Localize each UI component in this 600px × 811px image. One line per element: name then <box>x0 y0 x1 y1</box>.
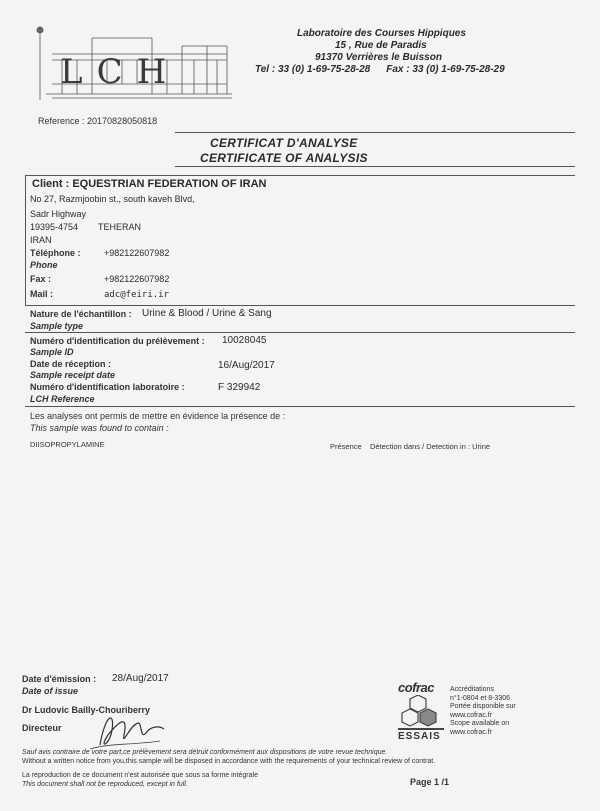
sample-type: Urine & Blood / Urine & Sang <box>142 308 272 319</box>
mail-label: Mail : <box>30 289 54 299</box>
issue-label-en: Date of issue <box>22 686 79 696</box>
footer-l2: Without a written notice from you,this sample will be disposed in accordance with the requirements of your technical review of contrat. <box>22 758 436 765</box>
sample-id: 10028045 <box>222 335 267 346</box>
client-address2: Sadr Highway <box>30 209 87 219</box>
issue-date: 28/Aug/2017 <box>112 673 169 684</box>
client-postcode: 19395-4754 <box>30 222 79 232</box>
lab-ref: F 329942 <box>218 382 261 393</box>
cofrac-line6: www.cofrac.fr <box>450 728 493 736</box>
cofrac-line3: Portée disponible sur <box>450 703 516 710</box>
sample-id-label-fr: Numéro d'identification du prélèvement : <box>30 336 205 346</box>
issue-label-fr: Date d'émission : <box>22 674 97 684</box>
cofrac-logo-bottom: ESSAIS <box>398 731 441 742</box>
client-name: EQUESTRIAN FEDERATION OF IRAN <box>72 178 267 190</box>
title-fr: CERTIFICAT D'ANALYSE <box>210 136 358 150</box>
lab-city: 91370 Verrières le Buisson <box>315 52 442 63</box>
lab-ref-label-fr: Numéro d'identification laboratoire : <box>30 382 185 392</box>
client-phone: +982122607982 <box>104 248 170 258</box>
client-mail: adc@feiri.ir <box>104 290 170 300</box>
cofrac-logo <box>398 680 446 750</box>
sample-date-label-en: Sample receipt date <box>30 370 116 380</box>
logo-text: LCH <box>60 52 181 92</box>
reference: Reference : 20170828050818 <box>38 116 158 126</box>
title-en: CERTIFICATE OF ANALYSIS <box>200 151 368 165</box>
cofrac-line2: n°1-0804 et 8-3306 <box>450 694 511 702</box>
client-label: Client : <box>32 178 70 190</box>
footer-l1: Sauf avis contraire de votre part,ce prélèvement sera détruit conformément aux dispositions de votre revue technique. <box>22 749 388 756</box>
cofrac-line5: Scope available on <box>450 720 510 727</box>
findings-intro-en: This sample was found to contain : <box>30 423 169 433</box>
lab-street: 15 , Rue de Paradis <box>335 40 427 51</box>
client-country: IRAN <box>30 235 52 245</box>
substance: DIISOPROPYLAMINE <box>30 440 105 449</box>
sample-type-label-en: Sample type <box>30 321 84 331</box>
result: Présence <box>330 442 362 451</box>
cofrac-line1: Accréditations <box>450 686 494 693</box>
lab-fax: Fax : 33 (0) 1-69-75-28-29 <box>386 64 505 75</box>
cofrac-line4: www.cofrac.fr <box>450 711 493 719</box>
sample-date-label-fr: Date de réception : <box>30 359 112 369</box>
lab-name: Laboratoire des Courses Hippiques <box>297 28 466 39</box>
hexagon-icon <box>398 695 444 731</box>
client-fax: +982122607982 <box>104 274 170 284</box>
footer-l3: La reproduction de ce document n'est autorisée que sous sa forme intégrale <box>22 772 258 779</box>
signature <box>80 705 170 755</box>
footer-l4: This document shall not be reproduced, except in full. <box>22 781 188 788</box>
lab-ref-label-en: LCH Reference <box>30 394 95 404</box>
signatory: Dr Ludovic Bailly-Chouriberry <box>22 705 151 715</box>
role: Directeur <box>22 723 62 733</box>
client-city: TEHERAN <box>98 222 142 232</box>
sample-date: 16/Aug/2017 <box>218 360 275 371</box>
cofrac-logo-top: cofrac <box>398 680 435 695</box>
sample-id-label-en: Sample ID <box>30 347 74 357</box>
lab-tel: Tel : 33 (0) 1-69-75-28-28 <box>255 64 371 75</box>
lab-header <box>255 28 575 76</box>
phone-label-en: Phone <box>30 260 58 270</box>
cofrac-info <box>450 686 516 737</box>
sample-type-label-fr: Nature de l'échantillon : <box>30 309 132 319</box>
fax-label: Fax : <box>30 274 52 284</box>
client-address1: No 27, Razmjoobin st., south kaveh Blvd, <box>30 194 195 204</box>
detection: Détection dans / Detection in : Urine <box>370 442 491 451</box>
phone-label-fr: Téléphone : <box>30 248 81 258</box>
page-number: Page 1 /1 <box>410 777 450 787</box>
findings-intro-fr: Les analyses ont permis de mettre en évidence la présence de : <box>30 411 286 421</box>
lab-logo <box>32 24 237 102</box>
